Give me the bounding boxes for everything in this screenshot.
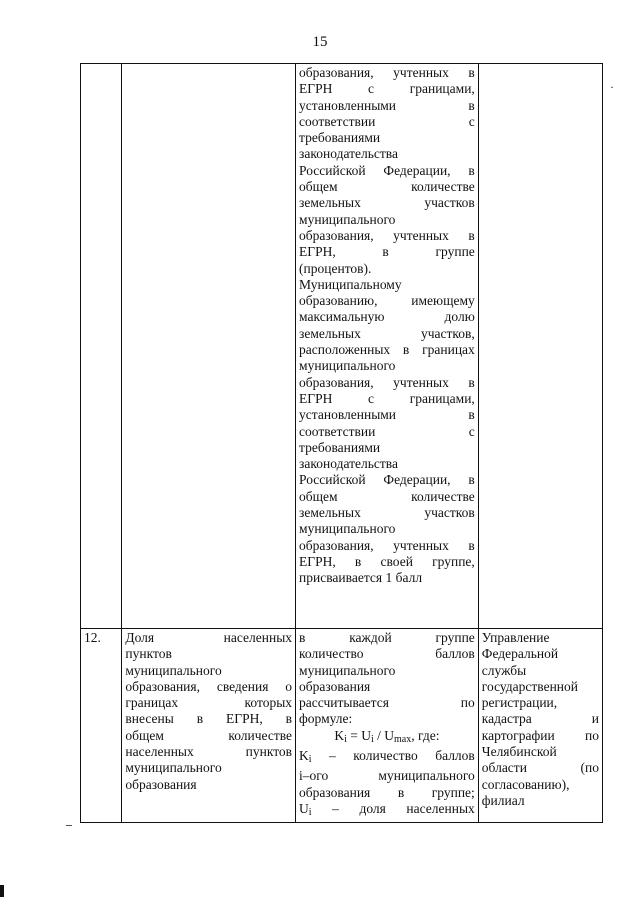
cell-responsible bbox=[478, 629, 602, 823]
text-line: государственной bbox=[481, 678, 579, 694]
text-line: требованиями bbox=[299, 439, 381, 455]
cell-method bbox=[296, 64, 479, 629]
cell-number bbox=[81, 64, 122, 629]
text-line: картографии по bbox=[481, 727, 599, 743]
margin-dash bbox=[66, 825, 72, 826]
text-line: законодательства bbox=[299, 456, 398, 472]
text-line: муниципального bbox=[125, 760, 222, 776]
formula: $K_i = U_i / U_{max}$, где: bbox=[334, 727, 440, 745]
definition-line: образования в группе; bbox=[299, 784, 475, 800]
text-line: Федеральной bbox=[481, 646, 559, 662]
text-line: Челябинской bbox=[481, 744, 557, 760]
indicators-table bbox=[80, 63, 603, 823]
method-text bbox=[299, 630, 475, 728]
cell-indicator bbox=[122, 64, 296, 629]
text-line: филиал bbox=[481, 792, 525, 808]
margin-mark: · bbox=[610, 80, 614, 94]
text-line: земельных участков bbox=[299, 195, 475, 211]
text-line: образования bbox=[299, 678, 371, 694]
text-line: Доля населенных bbox=[125, 630, 293, 645]
text-line: образования, учтенных в bbox=[299, 537, 475, 553]
page-number: 15 bbox=[312, 34, 328, 50]
text-line: границах которых bbox=[125, 695, 293, 711]
text-line: области (по bbox=[481, 760, 599, 776]
text-line: максимальную долю bbox=[299, 309, 475, 325]
method-definitions bbox=[299, 748, 475, 821]
text-line: образования, учтенных в bbox=[299, 374, 475, 390]
definition-line: $U_i$ – доля населенных bbox=[299, 800, 475, 818]
text-line: соответствии с bbox=[299, 113, 475, 129]
text-line: Управление bbox=[481, 630, 550, 645]
text-line: общем количестве bbox=[299, 179, 475, 195]
text-line: образования, учтенных в bbox=[299, 227, 475, 243]
text-line: Муниципальному bbox=[299, 276, 402, 292]
method-text bbox=[299, 65, 475, 587]
text-line: формуле: bbox=[299, 711, 353, 727]
definition-line: $K_i$ – количество баллов bbox=[299, 748, 475, 766]
text-line: муниципального bbox=[299, 662, 396, 678]
text-line: законодательства bbox=[299, 146, 398, 162]
text-line: муниципального bbox=[299, 358, 396, 374]
text-line: кадастра и bbox=[481, 711, 599, 727]
text-line: муниципального bbox=[125, 662, 222, 678]
text-line: пунктов bbox=[125, 646, 172, 662]
text-line: (процентов). bbox=[299, 260, 372, 276]
text-line: образования, учтенных в bbox=[299, 65, 475, 80]
text-line: ЕГРН с границами, bbox=[299, 390, 475, 406]
text-line: образованию, имеющему bbox=[299, 293, 475, 309]
cell-responsible bbox=[478, 64, 602, 629]
text-line: земельных участков bbox=[299, 505, 475, 521]
text-line: муниципального bbox=[299, 521, 396, 537]
text-line: рассчитывается по bbox=[299, 695, 475, 711]
text-line: Российской Федерации, в bbox=[299, 162, 475, 178]
text-line: в каждой группе bbox=[299, 630, 475, 645]
cell-method bbox=[296, 629, 479, 823]
definition-line: i–ого муниципального bbox=[299, 768, 475, 784]
text-line: внесены в ЕГРН, в bbox=[125, 711, 293, 727]
text-line: Российской Федерации, в bbox=[299, 472, 475, 488]
text-line: ЕГРН, в своей группе, bbox=[299, 553, 475, 569]
text-line: общем количестве bbox=[299, 488, 475, 504]
text-line: образования, сведения о bbox=[125, 678, 293, 694]
row-number: 12. bbox=[84, 630, 101, 645]
text-line: муниципального bbox=[299, 211, 396, 227]
text-line: установленными в bbox=[299, 97, 475, 113]
text-line: установленными в bbox=[299, 407, 475, 423]
text-line: регистрации, bbox=[481, 695, 558, 711]
text-line: ЕГРН с границами, bbox=[299, 81, 475, 97]
text-line: образования bbox=[125, 776, 197, 792]
text-line: расположенных в границах bbox=[299, 342, 475, 358]
table-row-continuation bbox=[81, 64, 603, 629]
indicator-text bbox=[125, 630, 292, 793]
cell-number bbox=[81, 629, 122, 823]
text-line: земельных участков, bbox=[299, 325, 475, 341]
text-line: требованиями bbox=[299, 130, 381, 146]
text-line: соответствии с bbox=[299, 423, 475, 439]
cell-indicator bbox=[122, 629, 296, 823]
text-line: службы bbox=[481, 662, 527, 678]
responsible-text bbox=[482, 630, 599, 809]
text-line: ЕГРН, в группе bbox=[299, 244, 475, 260]
text-line: количество баллов bbox=[299, 646, 475, 662]
text-line: согласованию), bbox=[481, 776, 570, 792]
table-row-12 bbox=[81, 629, 603, 823]
text-line: присваивается 1 балл bbox=[299, 570, 423, 586]
text-line: населенных пунктов bbox=[125, 744, 293, 760]
text-line: общем количестве bbox=[125, 727, 293, 743]
scan-edge-mark bbox=[0, 885, 4, 897]
